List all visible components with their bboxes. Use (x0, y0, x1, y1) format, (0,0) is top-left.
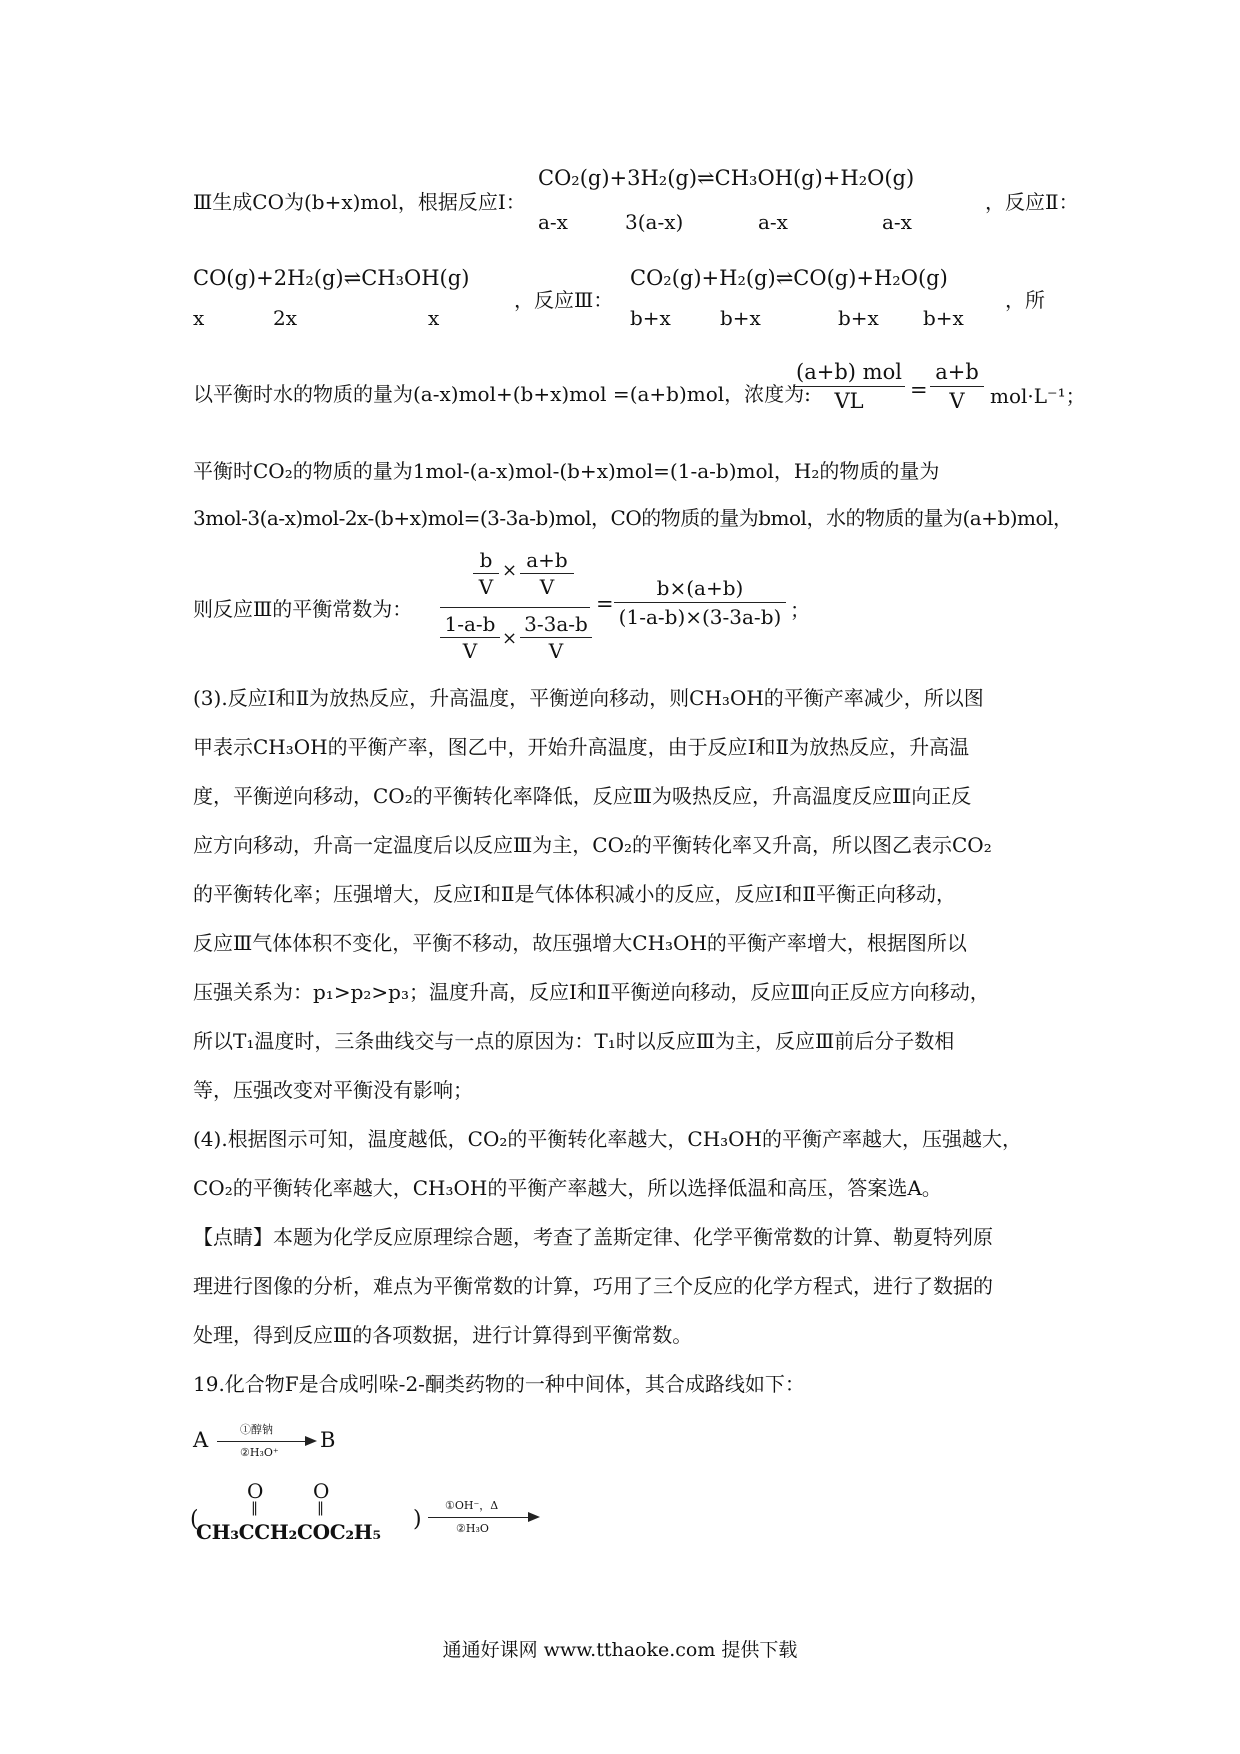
fraction-denominator: V (462, 639, 478, 663)
para3-line: 反应Ⅲ气体体积不变化，平衡不移动，故压强增大CH₃OH的平衡产率增大，根据图所以 (193, 931, 967, 955)
para4-line: (4).根据图示可知，温度越低，CO₂的平衡转化率越大，CH₃OH的平衡产率越大，压强越大， (193, 1127, 1023, 1151)
fraction-denominator: V (548, 639, 564, 663)
times-sign: × (502, 560, 518, 581)
fraction-bar (520, 573, 574, 574)
fraction-denominator: (1-a-b)×(3-3a-b) (618, 605, 782, 629)
fraction-numerator: 1-a-b (444, 612, 496, 636)
times-sign: × (502, 628, 518, 649)
reaction-2-value: x (428, 306, 440, 330)
reaction-2-value: x (193, 306, 205, 330)
carbonyl-double-bond-1: ‖ (251, 1500, 258, 1516)
reaction-2-value: 2x (273, 306, 298, 330)
note-line: 理进行图像的分析，难点为平衡常数的计算，巧用了三个反应的化学方程式，进行了数据的 (193, 1274, 993, 1298)
reaction-1-equation: CO₂(g)+3H₂(g)⇌CH₃OH(g)+H₂O(g) (538, 166, 915, 190)
fraction-numerator: (a+b) mol (796, 360, 902, 384)
fraction-bar (614, 602, 786, 603)
para4-line: CO₂的平衡转化率越大，CH₃OH的平衡产率越大，所以选择低温和高压，答案选A。 (193, 1176, 942, 1200)
semicolon: ； (790, 598, 810, 622)
carbonyl-oxygen-1: O (247, 1479, 264, 1503)
para3-line: 应方向移动，升高一定温度后以反应Ⅲ为主，CO₂的平衡转化率又升高，所以图乙表示CO₂ (193, 833, 992, 857)
fraction-b-over-v (473, 548, 499, 599)
para3-line: 甲表示CH₃OH的平衡产率，图乙中，开始升高温度，由于反应Ⅰ和Ⅱ为放热反应，升高温 (193, 735, 970, 759)
structure-open-paren: ( (190, 1507, 199, 1532)
line-2-mid: ，反应Ⅲ： (514, 288, 614, 312)
scheme-arrowhead-1 (305, 1436, 317, 1446)
fraction-bar (520, 637, 592, 638)
note-line: 处理，得到反应Ⅲ的各项数据，进行计算得到平衡常数。 (193, 1323, 693, 1347)
reaction-2-equation: CO(g)+2H₂(g)⇌CH₃OH(g) (193, 266, 470, 290)
reaction-1-value: a-x (758, 210, 788, 234)
line-2-suffix: ，所 (1005, 288, 1045, 312)
reaction-1-value: 3(a-x) (625, 210, 684, 234)
line-3-text: 以平衡时水的物质的量为(a-x)mol+(b+x)mol =(a+b)mol，浓度为: (193, 382, 811, 406)
equilibrium-constant-result (614, 576, 786, 629)
fraction-denominator: V (478, 575, 494, 599)
para3-line: 的平衡转化率；压强增大，反应Ⅰ和Ⅱ是气体体积减小的反应，反应Ⅰ和Ⅱ平衡正向移动， (193, 882, 956, 906)
note-line: 【点睛】本题为化学反应原理综合题，考查了盖斯定律、化学平衡常数的计算、勒夏特列原 (193, 1225, 993, 1249)
ethyl-acetoacetate-structure: CH₃CCH₂COC₂H₅ (196, 1520, 381, 1544)
scheme-condition-1: ①醇钠 (240, 1423, 273, 1436)
line-1-suffix: ，反应Ⅱ： (985, 190, 1079, 214)
fraction-bar (473, 573, 499, 574)
reaction-1-value: a-x (538, 210, 568, 234)
para3-line: 压强关系为：p₁>p₂>p₃；温度升高，反应Ⅰ和Ⅱ平衡逆向移动，反应Ⅲ向正反应方向移动， (193, 980, 990, 1004)
equals-sign: = (910, 378, 928, 402)
reaction-3-value: b+x (720, 306, 761, 330)
para3-line: 度，平衡逆向移动，CO₂的平衡转化率降低，反应Ⅲ为吸热反应，升高温度反应Ⅲ向正反 (193, 784, 972, 808)
reaction-3-value: b+x (838, 306, 879, 330)
carbonyl-oxygen-2: O (313, 1479, 330, 1503)
line-4-text: 平衡时CO₂的物质的量为1mol-(a-x)mol-(b+x)mol=(1-a-b)mol，H₂的物质的量为 (193, 459, 940, 483)
page-footer: 通通好课网 www.tthaoke.com 提供下载 (442, 1639, 798, 1661)
fraction-apb-over-v (520, 548, 574, 599)
scheme-condition-2: ②H₃O⁺ (240, 1446, 279, 1459)
fraction-1ab-over-v (440, 612, 500, 663)
question-19-text: 19.化合物F是合成吲哚-2-酮类药物的一种中间体，其合成路线如下： (193, 1372, 805, 1396)
scheme-arrowhead-2 (528, 1512, 540, 1522)
para3-line: 所以T₁温度时，三条曲线交与一点的原因为：T₁时以反应Ⅲ为主，反应Ⅲ前后分子数相 (193, 1029, 955, 1053)
fraction-bar (793, 386, 905, 387)
fraction-bar (440, 637, 500, 638)
concentration-fraction-2 (930, 360, 984, 413)
fraction-33ab-over-v (520, 612, 592, 663)
fraction-denominator: V (539, 575, 555, 599)
scheme-condition-3: ①OH⁻，Δ (445, 1499, 499, 1512)
fraction-numerator: a+b (526, 548, 568, 572)
concentration-fraction-1 (793, 360, 905, 413)
para3-line: 等，压强改变对平衡没有影响； (193, 1078, 473, 1102)
fraction-denominator: V (949, 389, 965, 413)
reaction-3-value: b+x (630, 306, 671, 330)
fraction-numerator: b (479, 548, 493, 572)
fraction-bar (930, 386, 984, 387)
fraction-denominator: VL (834, 389, 864, 413)
scheme-compound-a: A (193, 1428, 209, 1452)
reaction-3-value: b+x (923, 306, 964, 330)
scheme-arrow-2 (428, 1517, 530, 1518)
concentration-unit: mol·L⁻¹； (990, 384, 1086, 408)
line-5-text: 3mol-3(a-x)mol-2x-(b+x)mol=(3-3a-b)mol，CO的物质的量为bmol，水的物质的量为(a+b)mol， (193, 506, 1073, 530)
para3-line: (3).反应Ⅰ和Ⅱ为放热反应，升高温度，平衡逆向移动，则CH₃OH的平衡产率减少，所以图 (193, 686, 984, 710)
scheme-arrow-1 (217, 1441, 307, 1442)
reaction-3-equation: CO₂(g)+H₂(g)⇌CO(g)+H₂O(g) (630, 266, 948, 290)
line-1-prefix: Ⅲ生成CO为(b+x)mol，根据反应Ⅰ： (193, 190, 526, 214)
equals-sign: = (596, 592, 614, 616)
structure-close-paren: ) (413, 1507, 422, 1532)
fraction-numerator: 3-3a-b (524, 612, 588, 636)
fraction-numerator: a+b (935, 360, 979, 384)
scheme-compound-b: B (320, 1428, 336, 1452)
reaction-1-value: a-x (882, 210, 912, 234)
main-fraction-bar (440, 607, 590, 608)
line-6-text: 则反应Ⅲ的平衡常数为： (193, 597, 413, 621)
fraction-numerator: b×(a+b) (656, 576, 744, 600)
carbonyl-double-bond-2: ‖ (317, 1500, 324, 1516)
scheme-condition-4: ②H₃O (456, 1522, 489, 1535)
